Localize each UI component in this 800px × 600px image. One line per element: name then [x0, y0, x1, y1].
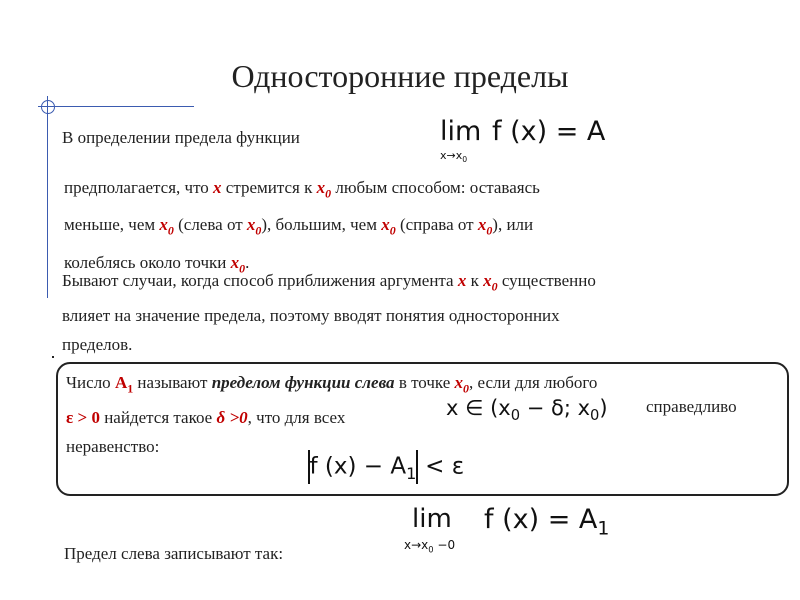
definition-line-3: неравенство: — [66, 437, 160, 457]
left-lim-body: f $(x) = A_1$ — [484, 504, 610, 540]
paragraph-2-line-3: пределов. — [62, 335, 133, 355]
slide-title: Односторонние пределы — [231, 58, 569, 94]
dot-marker — [52, 356, 54, 358]
paragraph-1-line-3: колеблясь около точки $x_0$. — [64, 252, 250, 276]
paragraph-2 — [62, 266, 782, 359]
left-limit-label: Предел слева записывают так: — [64, 544, 284, 563]
paragraph-1-line-2: меньше, чем $x_0$ (слева от $x_0$), большим, чем $x_0$ (справа от $x_0$), или — [64, 215, 534, 238]
interval-formula: x ∈ ($x_0 - \delta$; $x_0$) — [446, 396, 608, 425]
definition-tail: справедливо — [646, 397, 737, 416]
left-lim-subscript: $x\to x_0 -0$ — [404, 538, 456, 555]
definition-line-2: ε > 0 найдется такое δ >0, что для всех — [66, 408, 346, 428]
left-lim-word: lim — [412, 504, 452, 534]
vertical-rule — [47, 96, 48, 298]
definition-line-1: Число $A_1$ называют пределом функции слева в точке $x_0$, если для любого — [66, 373, 598, 396]
limit-formula — [440, 116, 640, 166]
intro-text: В определении предела функции — [62, 128, 300, 147]
lim-body: f (x) = A — [492, 116, 606, 147]
paragraph-2-line-2: влияет на значение предела, поэтому вводят понятия односторонних — [62, 306, 560, 326]
lim-word: lim — [440, 116, 482, 147]
paragraph-1-line-1: предполагается, что x стремится к $x_0$ любым способом: оставаясь — [64, 178, 540, 201]
paragraph-2-line-1: Бывают случаи, когда способ приближения аргумента x к $x_0$ существенно — [62, 271, 596, 294]
lim-subscript: $x\to x_0$ — [440, 149, 468, 165]
horizontal-rule — [38, 106, 194, 107]
left-limit-formula — [404, 504, 634, 560]
crosshair-icon — [41, 100, 55, 114]
inequality-formula: f $(x) - A_1 < \varepsilon$ — [308, 450, 464, 484]
